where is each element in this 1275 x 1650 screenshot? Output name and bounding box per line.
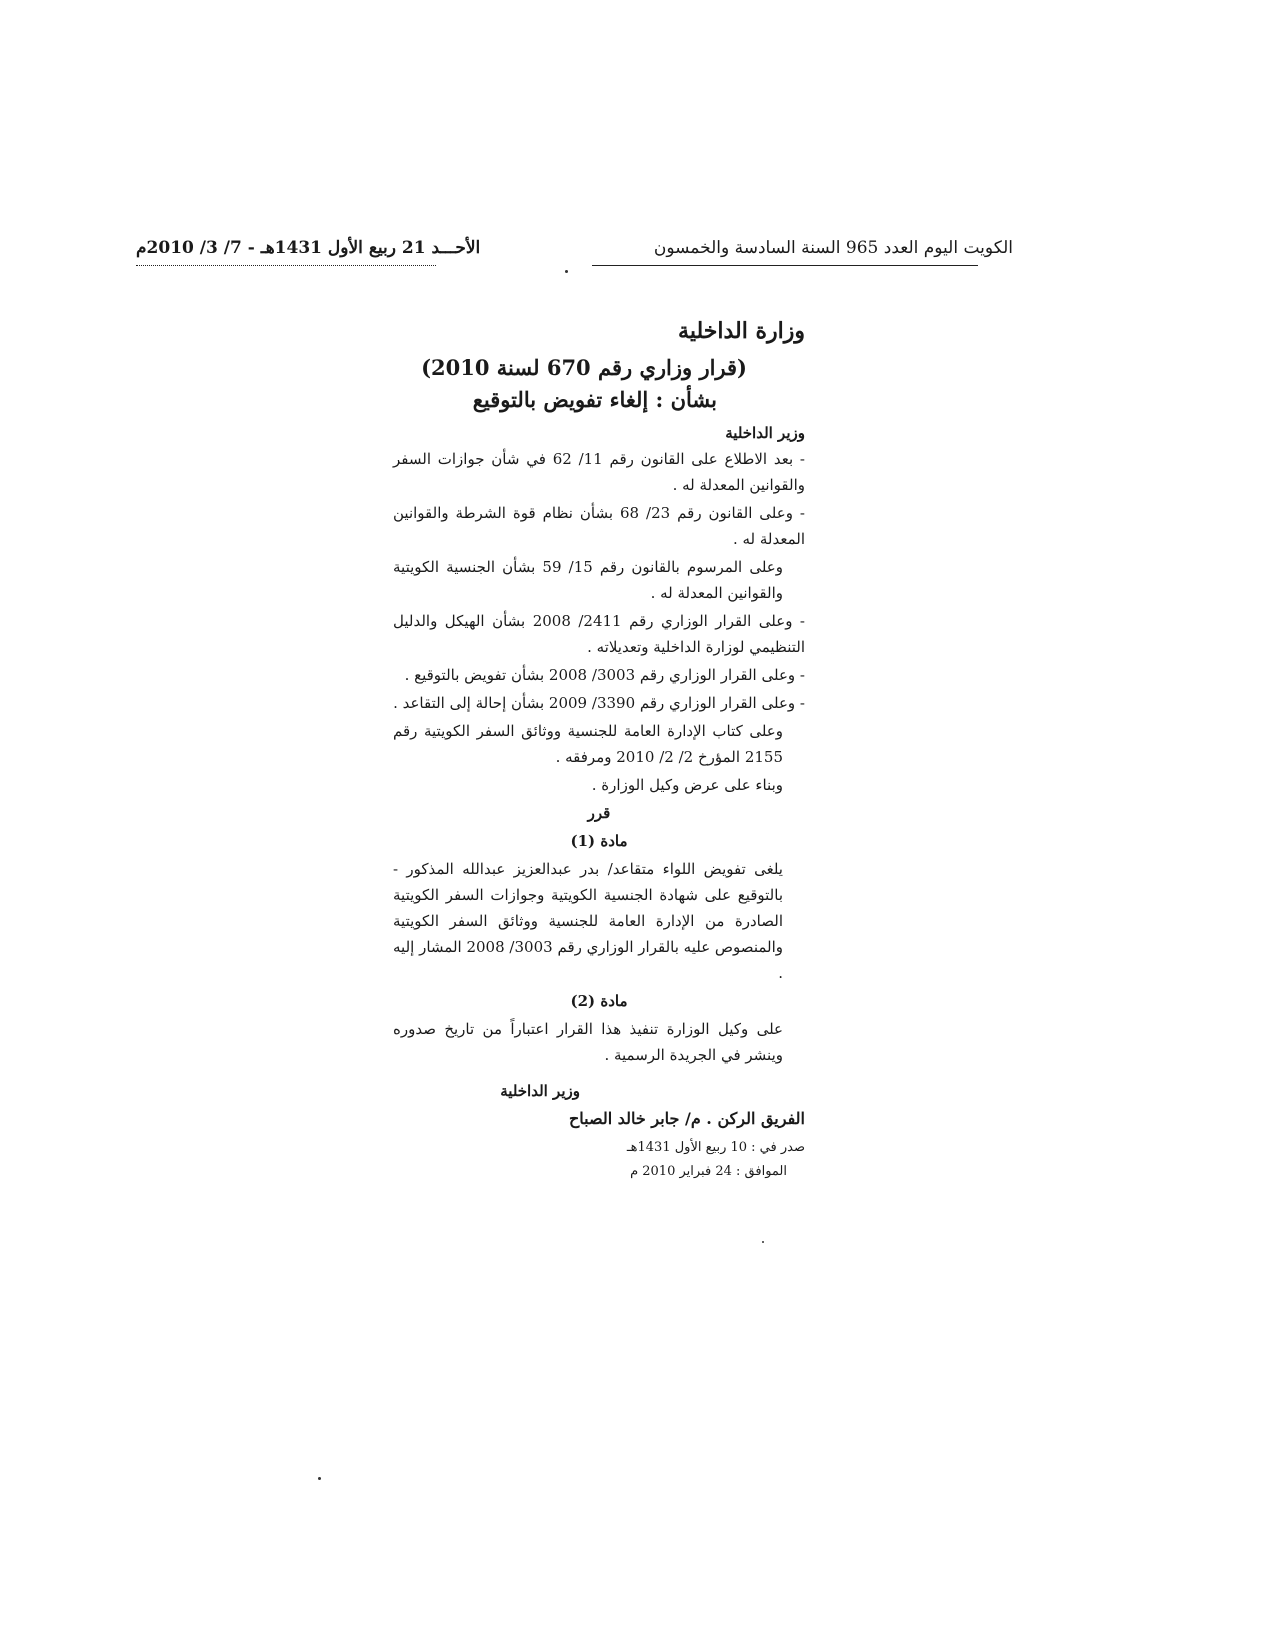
scan-speck [318, 1477, 321, 1480]
decree-subject: بشأن : إلغاء تفويض بالتوقيع [472, 387, 717, 412]
header-rule-left [136, 265, 436, 266]
preamble-item: وعلى كتاب الإدارة العامة للجنسية ووثائق السفر الكويتية رقم 2155 المؤرخ 2/ 2/ 2010 ومرفقه . [393, 722, 783, 766]
preamble-item: - وعلى القرار الوزاري رقم 3003/ 2008 بشأن تفويض بالتوقيع . [404, 666, 805, 684]
preamble-item: - وعلى القرار الوزاري رقم 3390/ 2009 بشأن إحالة إلى التقاعد . [393, 694, 805, 712]
header-issue-info: الكويت اليوم العدد 965 السنة السادسة والخمسون [653, 238, 1013, 258]
preamble-item: - بعد الاطلاع على القانون رقم 11/ 62 في شأن جوازات السفر والقوانين المعدلة له . [393, 450, 805, 494]
article-1-text: يلغى تفويض اللواء متقاعد/ بدر عبدالعزيز عبدالله المذكور - بالتوقيع على شهادة الجنسية الكويتية وجوازات السفر الكويتية الصادرة من الإدارة العامة للجنسية ووثائق السفر الكويتية والمنصوص عليه بالقرار الوزاري رقم 3003/ 2008 المشار إليه . [393, 860, 783, 982]
header-rule-right [592, 265, 978, 266]
ministry-name: وزارة الداخلية [678, 318, 805, 344]
preamble-item: وبناء على عرض وكيل الوزارة . [591, 776, 783, 794]
signature-name: الفريق الركن . م/ جابر خالد الصباح [568, 1109, 805, 1128]
decree-title: (قرار وزاري رقم 670 لسنة 2010) [421, 355, 747, 380]
article-2-heading: مادة (2) [570, 992, 628, 1010]
header-date: الأحـــد 21 ربيع الأول 1431هـ - 7/ 3/ 2010م [136, 238, 481, 258]
issue-date-gregorian: الموافق : 24 فبراير 2010 م [630, 1164, 787, 1179]
preamble-item: - وعلى القرار الوزاري رقم 2411/ 2008 بشأن الهيكل والدليل التنظيمي لوزارة الداخلية وتعديلاته . [393, 612, 805, 656]
signature-title: وزير الداخلية [500, 1082, 580, 1100]
preamble-item: - وعلى القانون رقم 23/ 68 بشأن نظام قوة الشرطة والقوانين المعدلة له . [393, 504, 805, 548]
scan-speck [762, 1241, 764, 1243]
scan-speck [565, 270, 568, 273]
article-1-heading: مادة (1) [570, 832, 628, 850]
preamble-item: وعلى المرسوم بالقانون رقم 15/ 59 بشأن الجنسية الكويتية والقوانين المعدلة له . [393, 558, 783, 602]
decided-heading: قرر [587, 804, 611, 822]
minister-heading: وزير الداخلية [725, 424, 805, 442]
decree-article [393, 316, 805, 1184]
issue-date-hijri: صدر في : 10 ربيع الأول 1431هـ [626, 1140, 805, 1155]
article-2-text: على وكيل الوزارة تنفيذ هذا القرار اعتباراً من تاريخ صدوره وينشر في الجريدة الرسمية . [393, 1020, 783, 1064]
